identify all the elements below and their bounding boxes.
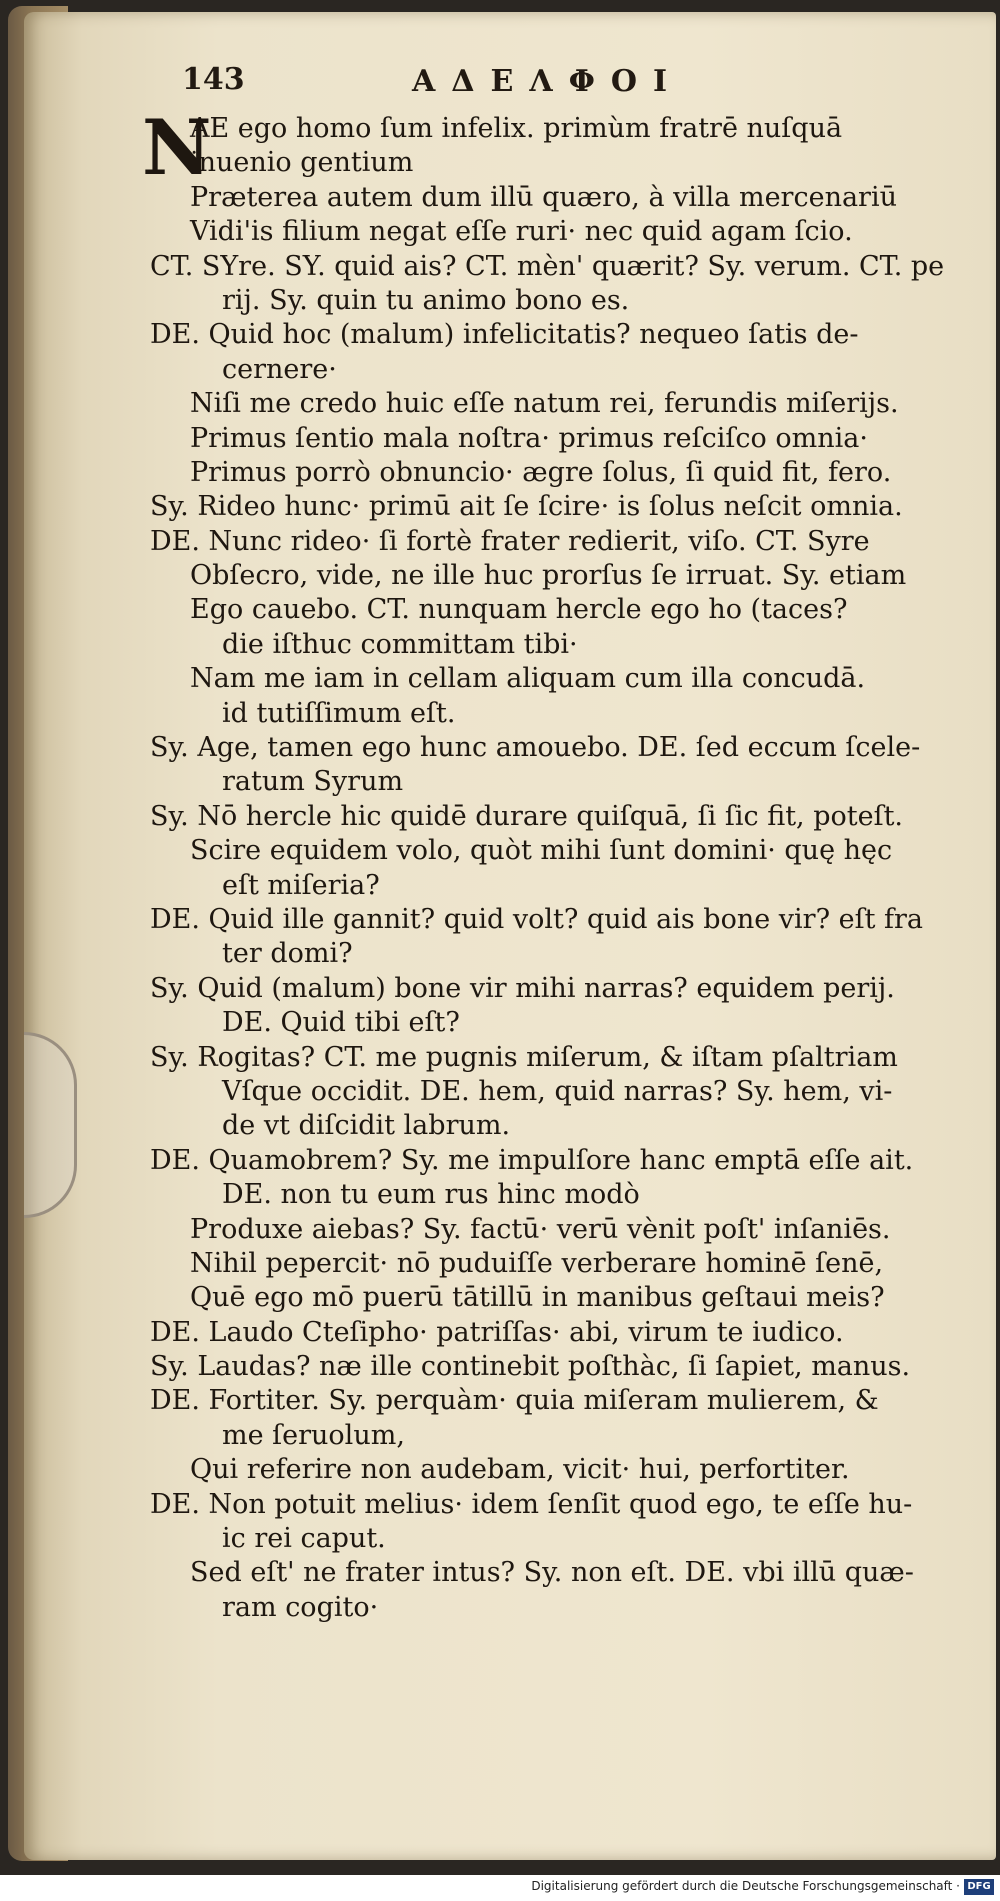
text-line: Præterea autem dum illū quæro, à villa mercenariū <box>190 181 897 213</box>
dfg-logo: DFG <box>964 1879 994 1895</box>
text-line: Sy. Age, tamen ego hunc amouebo. DE. ſed eccum ſcele- <box>150 732 921 764</box>
text-line: ic rei caput. <box>222 1523 386 1555</box>
text-line: Sy. Laudas? næ ille continebit poſthàc, ſi ſapiet, manus. <box>150 1351 911 1383</box>
text-line: Quē ego mō puerū tātillū in manibus geſtaui meis? <box>190 1282 885 1314</box>
text-line: Primus ſentio mala noſtra· primus reſciſco omnia· <box>190 422 868 454</box>
text-block <box>142 103 962 1625</box>
text-line: ratum Syrum <box>222 766 404 798</box>
text-line: ter domi? <box>222 938 353 970</box>
text-line: de vt diſcidit labrum. <box>222 1110 511 1142</box>
text-line: CT. SYre. SY. quid ais? CT. mèn' quærit? Sy. verum. CT. pe <box>150 250 945 282</box>
text-line: DE. Nunc rideo· ſi fortè frater redierit, viſo. CT. Syre <box>150 525 870 557</box>
text-line: DE. Fortiter. Sy. perquàm· quia miſeram mulierem, & <box>150 1385 879 1417</box>
text-line: Nam me iam in cellam aliquam cum illa concudā. <box>190 663 866 695</box>
text-line: Sy. Rogitas? CT. me pugnis miſerum, & iſtam pſaltriam <box>150 1041 898 1073</box>
digitization-credit: Digitalisierung gefördert durch die Deutsche Forschungsgemeinschaft · <box>531 1879 960 1893</box>
page-clasp-mark <box>24 1032 77 1218</box>
running-head <box>0 62 1000 102</box>
text-line: Scire equidem volo, quòt mihi ſunt domini· quę hęc <box>190 835 893 867</box>
text-line: id tutiſſimum eſt. <box>222 697 456 729</box>
text-line: die iſthuc committam tibi· <box>222 628 578 660</box>
text-line: inuenio gentium <box>190 147 414 179</box>
text-lines <box>150 112 962 1625</box>
text-line: Sy. Nō hercle hic quidē durare quiſquā, ſi ſic fit, poteſt. <box>150 800 904 832</box>
text-line: DE. Non potuit melius· idem ſenſit quod ego, te eſſe hu- <box>150 1488 913 1520</box>
text-line: DE. Laudo Cteſipho· patriſſas· abi, virum te iudico. <box>150 1316 844 1348</box>
text-line: cernere· <box>222 353 337 385</box>
text-line: AE ego homo ſum infelix. primùm fratrē nuſquā <box>190 113 843 144</box>
page-header-title: ΑΔΕΛΦΟΙ <box>412 64 683 99</box>
text-line: Produxe aiebas? Sy. factū· verū vènit poſt' inſaniēs. <box>190 1213 891 1245</box>
text-line: DE. non tu eum rus hinc modò <box>222 1179 640 1211</box>
text-line: rij. Sy. quin tu animo bono es. <box>222 284 630 316</box>
text-line: Vidi'is filium negat eſſe ruri· nec quid agam ſcio. <box>190 216 853 248</box>
footer <box>0 1875 1000 1901</box>
text-line: DE. Quamobrem? Sy. me impulſore hanc emptā eſſe ait. <box>150 1144 914 1176</box>
text-line: Qui referire non audebam, vicit· hui, perfortiter. <box>190 1454 850 1486</box>
text-line: Sy. Rideo hunc· primū ait ſe ſcire· is ſolus neſcit omnia. <box>150 491 903 523</box>
text-line: Primus porrò obnuncio· ægre ſolus, ſi quid fit, fero. <box>190 456 892 488</box>
text-line: me ſeruolum, <box>222 1419 405 1451</box>
text-line: Sed eſt' ne frater intus? Sy. non eſt. DE. vbi illū quæ- <box>190 1557 914 1589</box>
page-number: 143 <box>182 62 245 97</box>
text-line: Nihil pepercit· nō puduiſſe verberare hominē ſenē, <box>190 1247 884 1279</box>
text-line: DE. Quid tibi eſt? <box>222 1007 460 1039</box>
text-line: DE. Quid hoc (malum) infelicitatis? nequeo ſatis de- <box>150 319 859 351</box>
text-line: DE. Quid ille gannit? quid volt? quid ais bone vir? eſt fra <box>150 903 924 935</box>
text-line: Obſecro, vide, ne ille huc prorſus ſe irruat. Sy. etiam <box>190 560 907 592</box>
text-line: ram cogito· <box>222 1591 379 1623</box>
text-line: eſt miſeria? <box>222 869 380 901</box>
text-line: Sy. Quid (malum) bone vir mihi narras? equidem perij. <box>150 972 895 1004</box>
text-line: Niſi me credo huic eſſe natum rei, ferundis miſerijs. <box>190 388 899 420</box>
drop-cap: N <box>142 103 212 192</box>
text-line: Ego cauebo. CT. nunquam hercle ego ho (taces? <box>190 594 848 626</box>
text-line: Vſque occidit. DE. hem, quid narras? Sy. hem, vi- <box>222 1075 893 1107</box>
